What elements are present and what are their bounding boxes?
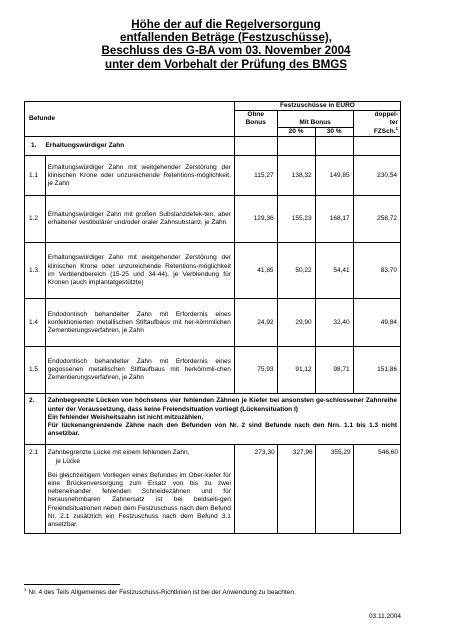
row-21-text-a: Zahnbegrenzte Lücke mit einem fehlenden Zahn, xyxy=(47,449,190,457)
title-line-2: entfallenden Beträge (Festzuschüsse), xyxy=(120,31,332,45)
table-header-row-1 xyxy=(25,102,401,111)
row-21-text-b: je Lücke xyxy=(55,457,80,465)
row-doppelter: 49,84 xyxy=(353,299,400,347)
section-1-heading xyxy=(25,137,235,156)
row-num: 1.5 xyxy=(25,347,46,394)
row-bonus30: 98,71 xyxy=(315,347,353,394)
row-num: 1.4 xyxy=(25,299,46,347)
section-1-row xyxy=(25,137,401,156)
header-pct30: 30 % xyxy=(315,128,353,137)
empty-cell xyxy=(315,137,353,156)
row-bonus20: 155,23 xyxy=(277,196,315,243)
row-ohne: 115,27 xyxy=(234,156,277,196)
title-line-1: Höhe der auf die Regelversorgung xyxy=(131,18,321,31)
row-bonus30: 355,29 xyxy=(315,445,353,534)
row-num: 1.1 xyxy=(25,156,46,196)
row-bonus30: 32,40 xyxy=(315,299,353,347)
section-2-body xyxy=(45,394,400,445)
festzuschuss-table xyxy=(24,101,401,534)
footnote-divider xyxy=(24,584,120,585)
empty-cell xyxy=(234,137,277,156)
section-2-note-1: Ein fehlender Weisheitszahn ist nicht mitzuzählen. xyxy=(47,413,204,421)
section-2-note-2: Für lückenangrenzende Zähne nach den Befunden von Nr. 2 sind Befunde nach den Nrn. 1.1 bis 1.3 nicht ansetzbar. xyxy=(47,421,397,438)
header-ohne-bonus xyxy=(234,111,277,128)
row-doppelter: 151,86 xyxy=(353,347,400,394)
header-mit-bonus: Mit Bonus xyxy=(277,111,353,128)
row-doppelter: 546,60 xyxy=(353,445,400,534)
row-bonus30: 54,41 xyxy=(315,243,353,299)
header-ter: ter xyxy=(389,119,398,127)
section-1-num: 1. xyxy=(31,142,37,150)
row-text: Endodontisch behandelter Zahn mit Erfordernis eines konfektionierten metallischen Stiftaufbaus mit her-kömmlichen Zementierungsverfahren, je Zahn xyxy=(45,299,234,347)
row-num: 1.3. xyxy=(25,243,46,299)
page-date: 03.11.2004 xyxy=(368,613,401,620)
row-ohne: 24,92 xyxy=(234,299,277,347)
row-text xyxy=(45,445,234,534)
row-bonus30: 168,17 xyxy=(315,196,353,243)
header-ohne-empty xyxy=(234,128,277,137)
footnote-mark: 1 xyxy=(24,586,27,592)
title-line-4: unter dem Vorbehalt der Prüfung des BMGS xyxy=(105,57,347,71)
empty-cell xyxy=(353,137,400,156)
section-2-num: 2. xyxy=(25,394,46,445)
row-text: Erhaltungswürdiger Zahn mit großen Substanzdefek-ten, aber erhaltener vestibulärer und/oder oraler Zahnsubstanz, je Zahn xyxy=(45,196,234,243)
row-num: 1.2 xyxy=(25,196,46,243)
table-row xyxy=(25,196,401,243)
header-fzsch-label: FZSch. xyxy=(373,127,396,135)
section-1-title: Erhaltungswürdiger Zahn xyxy=(45,142,125,150)
header-doppel: doppel- xyxy=(374,111,398,119)
header-ohne: Ohne xyxy=(247,111,265,119)
row-doppelter: 230,54 xyxy=(353,156,400,196)
table-row xyxy=(25,156,401,196)
table-row xyxy=(25,347,401,394)
header-fzsch xyxy=(353,125,400,137)
row-ohne: 129,36 xyxy=(234,196,277,243)
row-bonus20: 138,32 xyxy=(277,156,315,196)
header-festzuschuesse: Festzuschüsse in EURO xyxy=(234,102,400,111)
empty-cell xyxy=(277,137,315,156)
row-text: Endodontisch behandelter Zahn mit Erfordernis eines gegossenen metallischen Stiftaufbaus mit herkömmli-chen Zementierungsverfahren, je Zahn xyxy=(45,347,234,394)
section-2-text: Zahnbegrenzte Lücken von höchstens vier fehlenden Zähnen je Kiefer bei ansonsten ge-schlossener Zahnreihe unter der Voraussetzung, dass keine Freiendsituation vorliegt (Lückensituation I) xyxy=(47,397,397,413)
row-ohne: 273,30 xyxy=(234,445,277,534)
row-text: Erhaltungswürdiger Zahn mit weitgehender Zerstörung der klinischen Krone oder unzureichende Retentions-möglichkeit im Verblendbereich (15-25 und 34-44), je Verblendung für Kronen (auch implantatgestützte) xyxy=(45,243,234,299)
row-bonus20: 91,12 xyxy=(277,347,315,394)
table-row xyxy=(25,243,401,299)
row-bonus20: 50,22 xyxy=(277,243,315,299)
header-befunde: Befunde xyxy=(25,102,235,137)
row-doppelter: 258,72 xyxy=(353,196,400,243)
row-ohne: 41,85 xyxy=(234,243,277,299)
header-pct20: 20 % xyxy=(277,128,315,137)
row-bonus20: 29,90 xyxy=(277,299,315,347)
footnote-text: Nr. 4 des Teils Allgemeines der Festzuschuss-Richtlinien ist bei der Anwendung zu beachten. xyxy=(28,589,296,596)
row-ohne: 75,93 xyxy=(234,347,277,394)
header-bonus: Bonus xyxy=(245,119,266,127)
row-num: 2.1 xyxy=(25,445,46,534)
title-line-3: Beschluss des G-BA vom 03. November 2004 xyxy=(101,44,351,58)
section-2-row xyxy=(25,394,401,445)
table-row xyxy=(25,445,401,534)
document-title xyxy=(0,18,452,71)
row-bonus30: 149,85 xyxy=(315,156,353,196)
row-text: Erhaltungswürdiger Zahn mit weitgehender Zerstörung der klinischen Krone oder unzureichende Retentions-möglichkeit, je Zahn xyxy=(45,156,234,196)
footnote xyxy=(24,586,296,596)
row-21-text-c: Bei gleichzeitigem Vorliegen eines Befundes im Ober-kiefer für eine Brückenversorgung zum Ersatz von bis zu zwei nebeneinander fehlenden Schneidezähnen und für herausnehmbaren Zahnersatz ist bei beidseiti-gen Freiendsituationen neben dem Festzuschuss nach dem Befund Nr. 2.1 zusätzlich ein Festzuschuss nach dem Befund 3.1 ansetzbar. xyxy=(47,471,231,528)
table-row xyxy=(25,299,401,347)
row-bonus20: 327,96 xyxy=(277,445,315,534)
row-doppelter: 83,70 xyxy=(353,243,400,299)
footnote-ref: 1 xyxy=(395,125,398,131)
